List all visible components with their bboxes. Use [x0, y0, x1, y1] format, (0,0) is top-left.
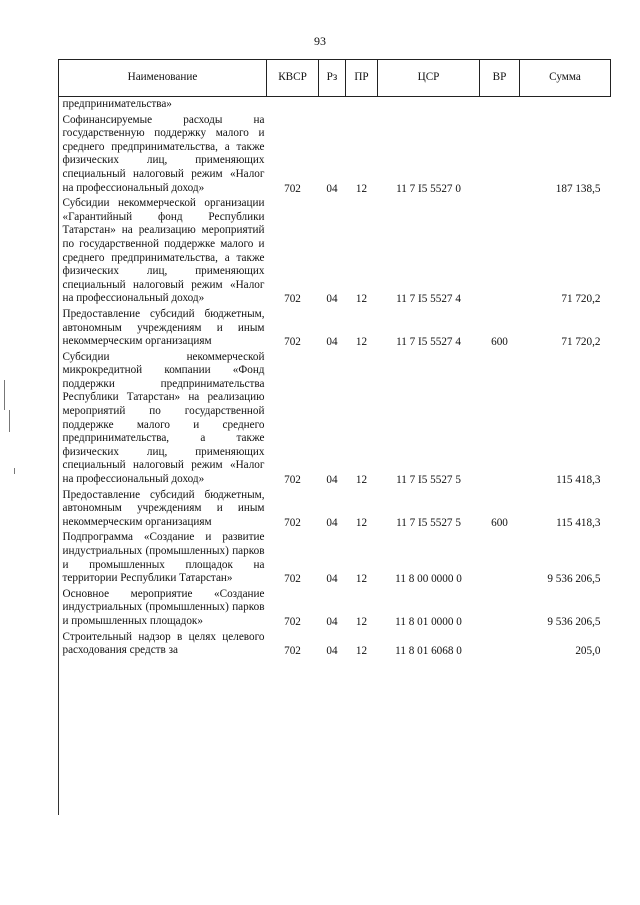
- table-row: [59, 587, 611, 630]
- table-row: [59, 307, 611, 350]
- row-pr: 12: [355, 182, 368, 195]
- row-sum: 71 720,2: [561, 336, 601, 349]
- budget-table: [58, 59, 611, 659]
- row-sum: 115 418,3: [556, 516, 601, 529]
- row-rz: 04: [326, 645, 338, 658]
- row-vr: [480, 630, 520, 659]
- row-pr: 12: [355, 516, 368, 529]
- row-kvsr: 702: [284, 645, 301, 658]
- row-name: Предоставление субсидий бюджетным, автономным учреждениям и иным некоммерческим организациям: [62, 488, 265, 528]
- row-csr: 11 8 01 0000 0: [395, 615, 462, 628]
- table-row: [59, 196, 611, 307]
- row-name: Строительный надзор в целях целевого расходования средств за: [62, 630, 265, 657]
- row-pr: 12: [355, 573, 368, 586]
- row-name: Софинансируемые расходы на государственную поддержку малого и среднего предпринимательства, а также физических лиц, применяющих специальный налоговый режим «Налог на профессиональный доход»: [62, 113, 265, 194]
- row-vr: 600: [491, 516, 508, 529]
- row-vr: [480, 530, 520, 586]
- row-vr: [480, 587, 520, 630]
- row-kvsr: [267, 97, 319, 113]
- table-row: [59, 97, 611, 113]
- row-kvsr: 702: [284, 615, 301, 628]
- row-sum: 205,0: [575, 645, 601, 658]
- row-vr: [480, 97, 520, 113]
- row-kvsr: 702: [284, 474, 301, 487]
- row-sum: 71 720,2: [561, 293, 601, 306]
- row-name: Субсидии некоммерческой организации «Гарантийный фонд Республики Татарстан» на реализацию мероприятий по государственной поддержке малого и среднего предпринимательства, а также физических лиц, применяющих специальный налоговый режим «Налог на профессиональный доход»: [62, 197, 265, 305]
- column-header-vr: ВР: [480, 60, 520, 97]
- row-name: Субсидии некоммерческой микрокредитной компании «Фонд поддержки предпринимательства Республики Татарстан» на реализацию мероприятий по государственной поддержке малого и среднего предпринимательства, а также физических лиц, применяющих специальный налоговый режим «Налог на профессиональный доход»: [62, 350, 265, 486]
- row-rz: 04: [326, 516, 338, 529]
- table-row: [59, 630, 611, 659]
- row-csr: 11 7 I5 5527 4: [396, 293, 461, 306]
- table-row: [59, 488, 611, 531]
- column-header-rz: Рз: [319, 60, 346, 97]
- row-rz: 04: [326, 336, 338, 349]
- row-rz: 04: [326, 615, 338, 628]
- row-sum: 9 536 206,5: [547, 573, 601, 586]
- row-csr: 11 7 I5 5527 0: [396, 182, 461, 195]
- row-rz: 04: [326, 293, 338, 306]
- row-pr: 12: [355, 645, 368, 658]
- row-kvsr: 702: [284, 573, 301, 586]
- row-sum: 187 138,5: [555, 182, 601, 195]
- row-kvsr: 702: [284, 336, 301, 349]
- scan-mark: [4, 380, 5, 410]
- row-pr: 12: [355, 474, 368, 487]
- row-sum: [520, 97, 611, 113]
- row-pr: [346, 97, 378, 113]
- row-csr: 11 7 I5 5527 5: [396, 474, 461, 487]
- row-csr: 11 7 I5 5527 4: [396, 336, 461, 349]
- row-name: предпринимательства»: [62, 98, 172, 110]
- scan-mark: [9, 410, 10, 432]
- table-header-row: [59, 60, 611, 97]
- row-vr: [480, 196, 520, 307]
- row-name: Предоставление субсидий бюджетным, автономным учреждениям и иным некоммерческим организациям: [62, 307, 265, 348]
- table-row: [59, 530, 611, 586]
- table-row: [59, 350, 611, 488]
- row-pr: 12: [355, 336, 368, 349]
- row-pr: 12: [355, 293, 368, 306]
- row-vr: [480, 113, 520, 197]
- row-rz: 04: [326, 573, 338, 586]
- row-rz: [319, 97, 346, 113]
- page-number: 93: [314, 34, 326, 48]
- column-header-csr: ЦСР: [378, 60, 480, 97]
- row-sum: 115 418,3: [556, 474, 601, 487]
- column-header-pr: ПР: [346, 60, 378, 97]
- row-csr: [378, 97, 480, 113]
- row-rz: 04: [326, 182, 338, 195]
- row-sum: 9 536 206,5: [547, 615, 601, 628]
- row-kvsr: 702: [284, 516, 301, 529]
- row-vr: 600: [491, 336, 508, 349]
- row-csr: 11 8 01 6068 0: [395, 645, 462, 658]
- column-header-name: Наименование: [59, 60, 267, 97]
- row-csr: 11 7 I5 5527 5: [396, 516, 461, 529]
- row-kvsr: 702: [284, 293, 301, 306]
- column-header-kvsr: КВСР: [267, 60, 319, 97]
- table-row: [59, 113, 611, 197]
- column-header-sum: Сумма: [520, 60, 611, 97]
- row-csr: 11 8 00 0000 0: [395, 573, 462, 586]
- row-vr: [480, 350, 520, 488]
- row-kvsr: 702: [284, 182, 301, 195]
- scan-mark: [14, 468, 15, 474]
- row-rz: 04: [326, 474, 338, 487]
- row-name: Подпрограмма «Создание и развитие индустриальных (промышленных) парков и промышленных площадок на территории Республики Татарстан»: [62, 531, 265, 585]
- row-pr: 12: [355, 615, 368, 628]
- row-name: Основное мероприятие «Создание индустриальных (промышленных) парков и промышленных площадок»: [62, 587, 265, 627]
